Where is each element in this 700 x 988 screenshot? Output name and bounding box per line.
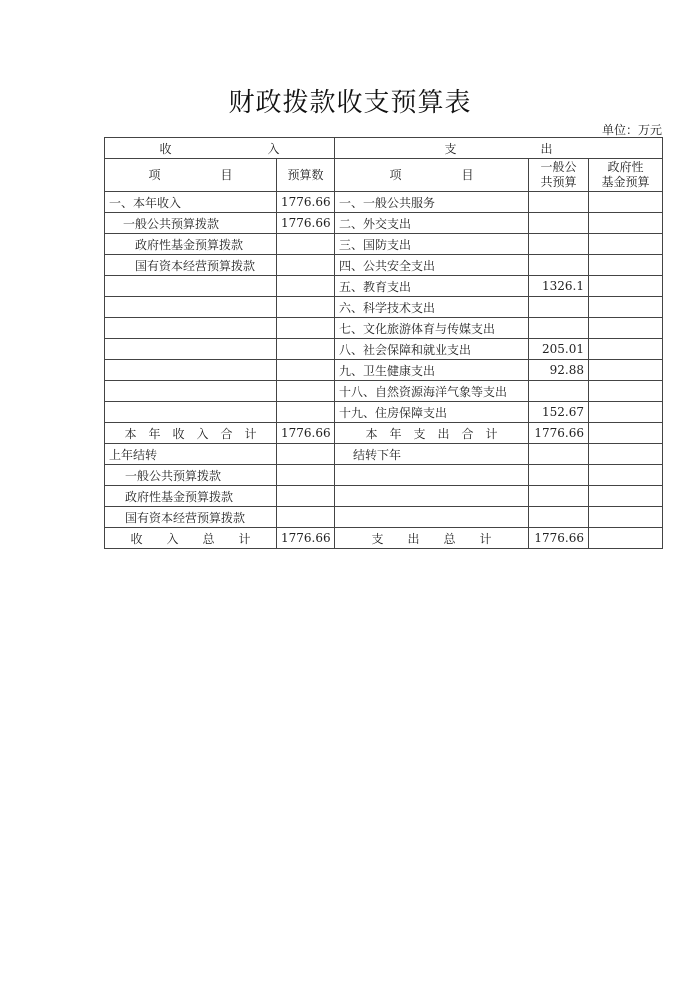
general-value-cell: 1326.1 xyxy=(529,276,589,297)
empty-cell xyxy=(529,507,589,528)
general-public-header-line1: 一般公 xyxy=(540,160,577,174)
carry-item-cell: 政府性基金预算拨款 xyxy=(105,486,277,507)
grand-income-value: 1776.66 xyxy=(277,528,335,549)
fund-total-value xyxy=(589,423,663,444)
grand-expense-label: 支 出 总 计 xyxy=(335,528,529,549)
income-value-cell xyxy=(277,276,335,297)
expense-item-cell: 十九、住房保障支出 xyxy=(335,402,529,423)
general-value-cell xyxy=(529,381,589,402)
general-value-cell: 205.01 xyxy=(529,339,589,360)
grand-expense-value: 1776.66 xyxy=(529,528,589,549)
general-value-cell: 92.88 xyxy=(529,360,589,381)
table-row xyxy=(105,507,663,528)
empty-cell xyxy=(335,465,529,486)
fund-value-cell xyxy=(589,297,663,318)
header-row-columns xyxy=(105,159,663,192)
income-item-cell: 国有资本经营预算拨款 xyxy=(105,255,277,276)
income-budget-header: 预算数 xyxy=(277,159,335,192)
expense-item-cell: 五、教育支出 xyxy=(335,276,529,297)
table-row xyxy=(105,318,663,339)
carry-item-cell: 国有资本经营预算拨款 xyxy=(105,507,277,528)
income-value-cell xyxy=(277,360,335,381)
income-item-cell xyxy=(105,297,277,318)
empty-cell xyxy=(529,486,589,507)
expense-total-value: 1776.66 xyxy=(529,423,589,444)
expense-item-cell: 十八、自然资源海洋气象等支出 xyxy=(335,381,529,402)
table-row xyxy=(105,234,663,255)
income-total-value: 1776.66 xyxy=(277,423,335,444)
grand-total-row xyxy=(105,528,663,549)
table-row xyxy=(105,192,663,213)
income-section-header: 收 入 xyxy=(105,138,335,159)
gov-fund-budget-header xyxy=(589,159,663,192)
general-public-budget-header xyxy=(529,159,589,192)
expense-total-label: 本 年 支 出 合 计 xyxy=(335,423,529,444)
general-public-header-line2: 共预算 xyxy=(540,175,577,189)
income-item-cell xyxy=(105,339,277,360)
expense-section-header: 支 出 xyxy=(335,138,663,159)
income-value-cell xyxy=(277,339,335,360)
header-row-section xyxy=(105,138,663,159)
table-row xyxy=(105,339,663,360)
empty-cell xyxy=(589,486,663,507)
income-item-cell: 政府性基金预算拨款 xyxy=(105,234,277,255)
page-title: 财政拨款收支预算表 xyxy=(228,88,472,118)
carry-value-cell xyxy=(277,507,335,528)
general-value-cell xyxy=(529,234,589,255)
fund-value-cell xyxy=(589,318,663,339)
table-row xyxy=(105,381,663,402)
table-row xyxy=(105,486,663,507)
fund-value-cell xyxy=(589,339,663,360)
general-value-cell xyxy=(529,297,589,318)
table-row xyxy=(105,402,663,423)
empty-cell xyxy=(335,486,529,507)
income-item-header: 项 目 xyxy=(105,159,277,192)
income-value-cell xyxy=(277,234,335,255)
general-value-cell: 152.67 xyxy=(529,402,589,423)
expense-item-cell: 九、卫生健康支出 xyxy=(335,360,529,381)
income-value-cell: 1776.66 xyxy=(277,192,335,213)
fund-value-cell xyxy=(589,402,663,423)
expense-item-header: 项 目 xyxy=(335,159,529,192)
fund-value-cell xyxy=(589,213,663,234)
income-item-cell: 一、本年收入 xyxy=(105,192,277,213)
income-item-cell xyxy=(105,276,277,297)
carry-out-fund xyxy=(589,444,663,465)
empty-cell xyxy=(589,507,663,528)
gov-fund-header-line1: 政府性 xyxy=(607,160,644,174)
unit-label: 单位：万元 xyxy=(601,123,662,137)
income-item-cell: 一般公共预算拨款 xyxy=(105,213,277,234)
gov-fund-header-line2: 基金预算 xyxy=(601,175,650,189)
carry-in-label: 上年结转 xyxy=(105,444,277,465)
fund-value-cell xyxy=(589,360,663,381)
income-value-cell: 1776.66 xyxy=(277,213,335,234)
table-row xyxy=(105,360,663,381)
income-item-cell xyxy=(105,402,277,423)
income-total-label: 本 年 收 入 合 计 xyxy=(105,423,277,444)
income-value-cell xyxy=(277,381,335,402)
income-value-cell xyxy=(277,402,335,423)
general-value-cell xyxy=(529,255,589,276)
grand-fund-value xyxy=(589,528,663,549)
general-value-cell xyxy=(529,192,589,213)
fund-value-cell xyxy=(589,381,663,402)
expense-item-cell: 六、科学技术支出 xyxy=(335,297,529,318)
carry-row xyxy=(105,444,663,465)
expense-item-cell: 二、外交支出 xyxy=(335,213,529,234)
annual-total-row xyxy=(105,423,663,444)
income-value-cell xyxy=(277,255,335,276)
table-row xyxy=(105,255,663,276)
expense-item-cell: 四、公共安全支出 xyxy=(335,255,529,276)
income-value-cell xyxy=(277,297,335,318)
expense-item-cell: 一、一般公共服务 xyxy=(335,192,529,213)
carry-value-cell xyxy=(277,486,335,507)
table-row xyxy=(105,465,663,486)
income-item-cell xyxy=(105,381,277,402)
empty-cell xyxy=(589,465,663,486)
table-row xyxy=(105,276,663,297)
carry-in-value xyxy=(277,444,335,465)
fund-value-cell xyxy=(589,276,663,297)
carry-item-cell: 一般公共预算拨款 xyxy=(105,465,277,486)
table-row xyxy=(105,297,663,318)
fund-value-cell xyxy=(589,192,663,213)
general-value-cell xyxy=(529,318,589,339)
expense-item-cell: 三、国防支出 xyxy=(335,234,529,255)
income-value-cell xyxy=(277,318,335,339)
budget-table xyxy=(104,137,663,549)
empty-cell xyxy=(529,465,589,486)
table-row xyxy=(105,213,663,234)
income-item-cell xyxy=(105,360,277,381)
income-item-cell xyxy=(105,318,277,339)
fund-value-cell xyxy=(589,255,663,276)
empty-cell xyxy=(335,507,529,528)
carry-value-cell xyxy=(277,465,335,486)
expense-item-cell: 七、文化旅游体育与传媒支出 xyxy=(335,318,529,339)
fund-value-cell xyxy=(589,234,663,255)
carry-out-label: 结转下年 xyxy=(335,444,529,465)
grand-income-label: 收 入 总 计 xyxy=(105,528,277,549)
general-value-cell xyxy=(529,213,589,234)
carry-out-general xyxy=(529,444,589,465)
expense-item-cell: 八、社会保障和就业支出 xyxy=(335,339,529,360)
